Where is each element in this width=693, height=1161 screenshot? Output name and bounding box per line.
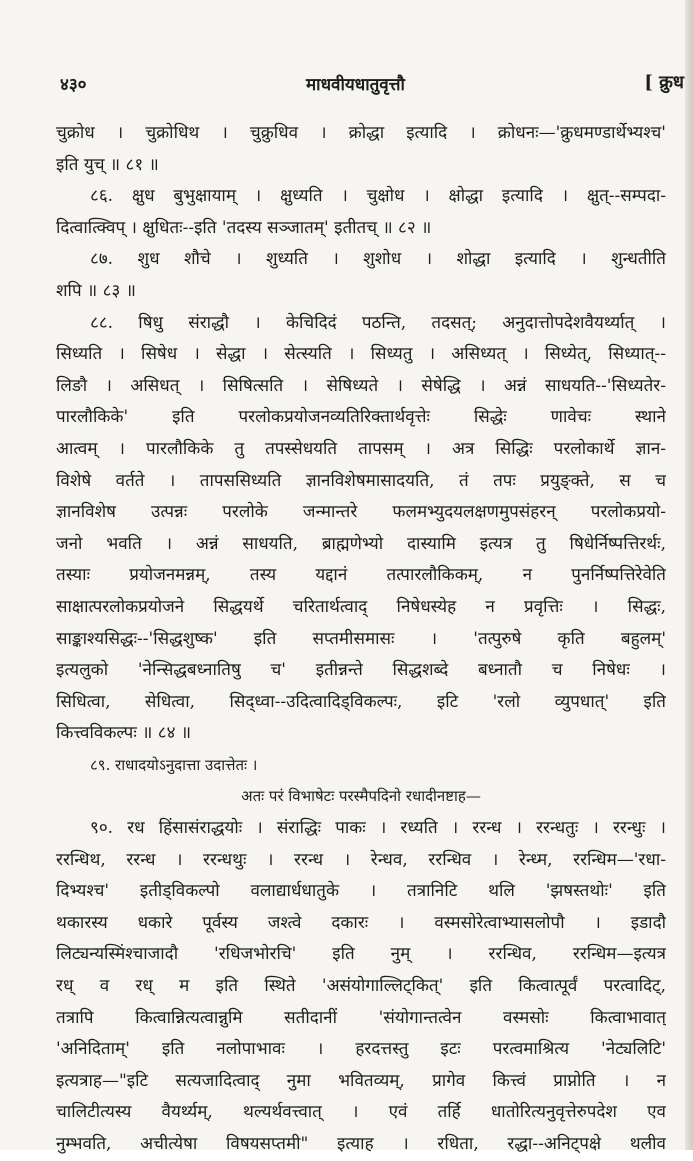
text-line: लिङौ । असिधत् । सिषित्सति । सेषिध्यते । सेषेद्धि । अन्नं साधयति--'सिध्यतेर- — [56, 375, 666, 396]
text-line: ९०. रध हिंसासंराद्धयोः । संराद्धिः पाकः । रध्यति । ररन्ध । ररन्धतुः । ररन्धुः । — [90, 818, 666, 839]
page-header — [56, 70, 686, 98]
text-line: रध् व रध् म इति स्थिते 'असंयोगाल्लिट्कित्' इति कित्वात्पूर्वं परत्वादिट्, — [56, 976, 666, 997]
text-line: इति युच् ॥ ८१ ॥ — [56, 154, 159, 175]
text-line: सिधित्वा, सेधित्वा, सिद्ध्वा--उदित्वादिड्विकल्पः, इटि 'रलो व्युपधात्' इति — [56, 691, 666, 712]
text-line: ८८. षिधु संराद्धौ । केचिदिदं पठन्ति, तदसत्; अनुदात्तोपदेशवैयर्थ्यात् । — [90, 312, 666, 333]
text-line: पारलौकिके' इति परलोकप्रयोजनव्यतिरिक्तार्थवृत्तेः सिद्धेः णावेचः स्थाने — [56, 407, 666, 428]
text-line: चुक्रोध । चुक्रोधिथ । चुक्रुधिव । क्रोद्धा इत्यादि । क्रोधनः—'क्रुधमण्डार्थेभ्यश्च' — [56, 123, 666, 143]
text-line: शपि ॥ ८३ ॥ — [56, 280, 136, 301]
text-line: दिभ्यश्च' इतीड्विकल्पो वलाद्यार्धधातुके । तत्रानिटि थलि 'झषस्तथोः' इति — [56, 881, 666, 902]
text-line: तत्रापि कित्वान्नित्यत्वान्नुमि सतीदानीं 'संयोगान्तत्वेन वस्मसोः कित्वाभावात् — [56, 1007, 666, 1028]
text-line: नुम्भवति, अचीत्येषा विषयसप्तमी" इत्याह । रधिता, रद्धा--अनिट्पक्षे थलीव — [56, 1134, 666, 1154]
text-line: इत्यलुको 'नेन्सिद्धबध्नातिषु च' इतीन्नन्ते सिद्धशब्दे बध्नातौ च निषेधः । — [56, 660, 666, 681]
page-body-text — [56, 118, 666, 1161]
running-title: माधवीयधातुवृत्तौ — [306, 75, 405, 95]
text-line: आत्वम् । पारलौकिके तु तपस्सेधयति तापसम् । अत्र सिद्धिः परलोकार्थे ज्ञान- — [56, 438, 666, 459]
root-reference: [ क्रुध — [644, 72, 684, 93]
text-line: ररन्धिथ, ररन्ध । ररन्धथुः । ररन्ध । रेन्धव, ररन्धिव । रेन्ध्म, ररन्धिम—'रधा- — [56, 849, 666, 870]
text-line: साङ्काश्यसिद्धः--'सिद्धशुष्क' इति सप्तमीसमासः । 'तत्पुरुषे कृति बहुलम्' — [56, 628, 666, 649]
text-line: लिट्यन्यस्मिंश्चाजादौ 'रधिजभोरचि' इति नुम् । ररन्धिव, ररन्धिम—इत्यत्र — [56, 944, 666, 965]
text-line: 'अनिदिताम्' इति नलोपाभावः । हरदत्तस्तु इटः परत्वमाश्रित्य 'नेट्यलिटि' — [56, 1039, 666, 1060]
text-line: तस्याः प्रयोजनमन्नम्, तस्य यद्दानं तत्पारलौकिकम्, न पुनर्निष्पत्तिरेवेति — [56, 565, 666, 586]
text-line: साक्षात्परलोकप्रयोजने सिद्धयर्थे चरितार्थत्वाद् निषेधस्येह न प्रवृत्तिः । सिद्धः, — [56, 596, 666, 617]
text-line: चालिटीत्यस्य वैयर्थ्यम्, थल्यर्थवत्त्वात् । एवं तर्हि धातोरित्यनुवृत्तेरुपदेश एव — [56, 1102, 666, 1123]
page-number: ४३० — [60, 75, 87, 95]
text-line: ८७. शुध शौचे । शुध्यति । शुशोध । शोद्धा इत्यादि । शुन्धतीति — [90, 249, 666, 270]
text-line: दित्वात्क्विप् । क्षुधितः--इति 'तदस्य सञ्जातम्' इतीतच् ॥ ८२ ॥ — [56, 217, 432, 238]
text-line: सिध्यति । सिषेध । सेद्धा । सेत्स्यति । सिध्यतु । असिध्यत् । सिध्येत्, सिध्यात्-- — [56, 344, 666, 365]
text-line: इत्यत्राह—"इटि सत्यजादित्वाद् नुमा भवितव्यम्, प्रागेव कित्त्वं प्राप्नोति । न — [56, 1070, 666, 1091]
text-line: कित्त्वविकल्पः ॥ ८४ ॥ — [56, 723, 192, 744]
text-line: अतः परं विभाषेटः परस्मैपदिनो रधादीनष्टाह— — [241, 787, 481, 806]
page-edge-shadow — [685, 0, 693, 1150]
text-line: ८६. क्षुध बुभुक्षायाम् । क्षुध्यति । चुक्षोध । क्षोद्धा इत्यादि । क्षुत्--सम्पदा- — [90, 186, 666, 207]
text-line: ज्ञानविशेष उत्पन्नः परलोके जन्मान्तरे फलमभ्युदयलक्षणमुपसंहरन् परलोकप्रयो- — [56, 502, 666, 523]
text-line: जनो भवति । अन्नं साधयति, ब्राह्मणेभ्यो दास्यामि इत्यत्र तु षिधेर्निष्पत्तिरर्थः, — [56, 533, 666, 554]
text-line: विशेषे वर्तते । तापससिध्यति ज्ञानविशेषमासादयति, तं तपः प्रयुङ्क्ते, स च — [56, 470, 666, 491]
text-line: ८९. राधादयोऽनुदात्ता उदात्तेतः । — [90, 755, 258, 774]
text-line: थकारस्य धकारे पूर्वस्य जश्त्वे दकारः । वस्मसोरेत्वाभ्यासलोपौ । इडादौ — [56, 912, 666, 933]
